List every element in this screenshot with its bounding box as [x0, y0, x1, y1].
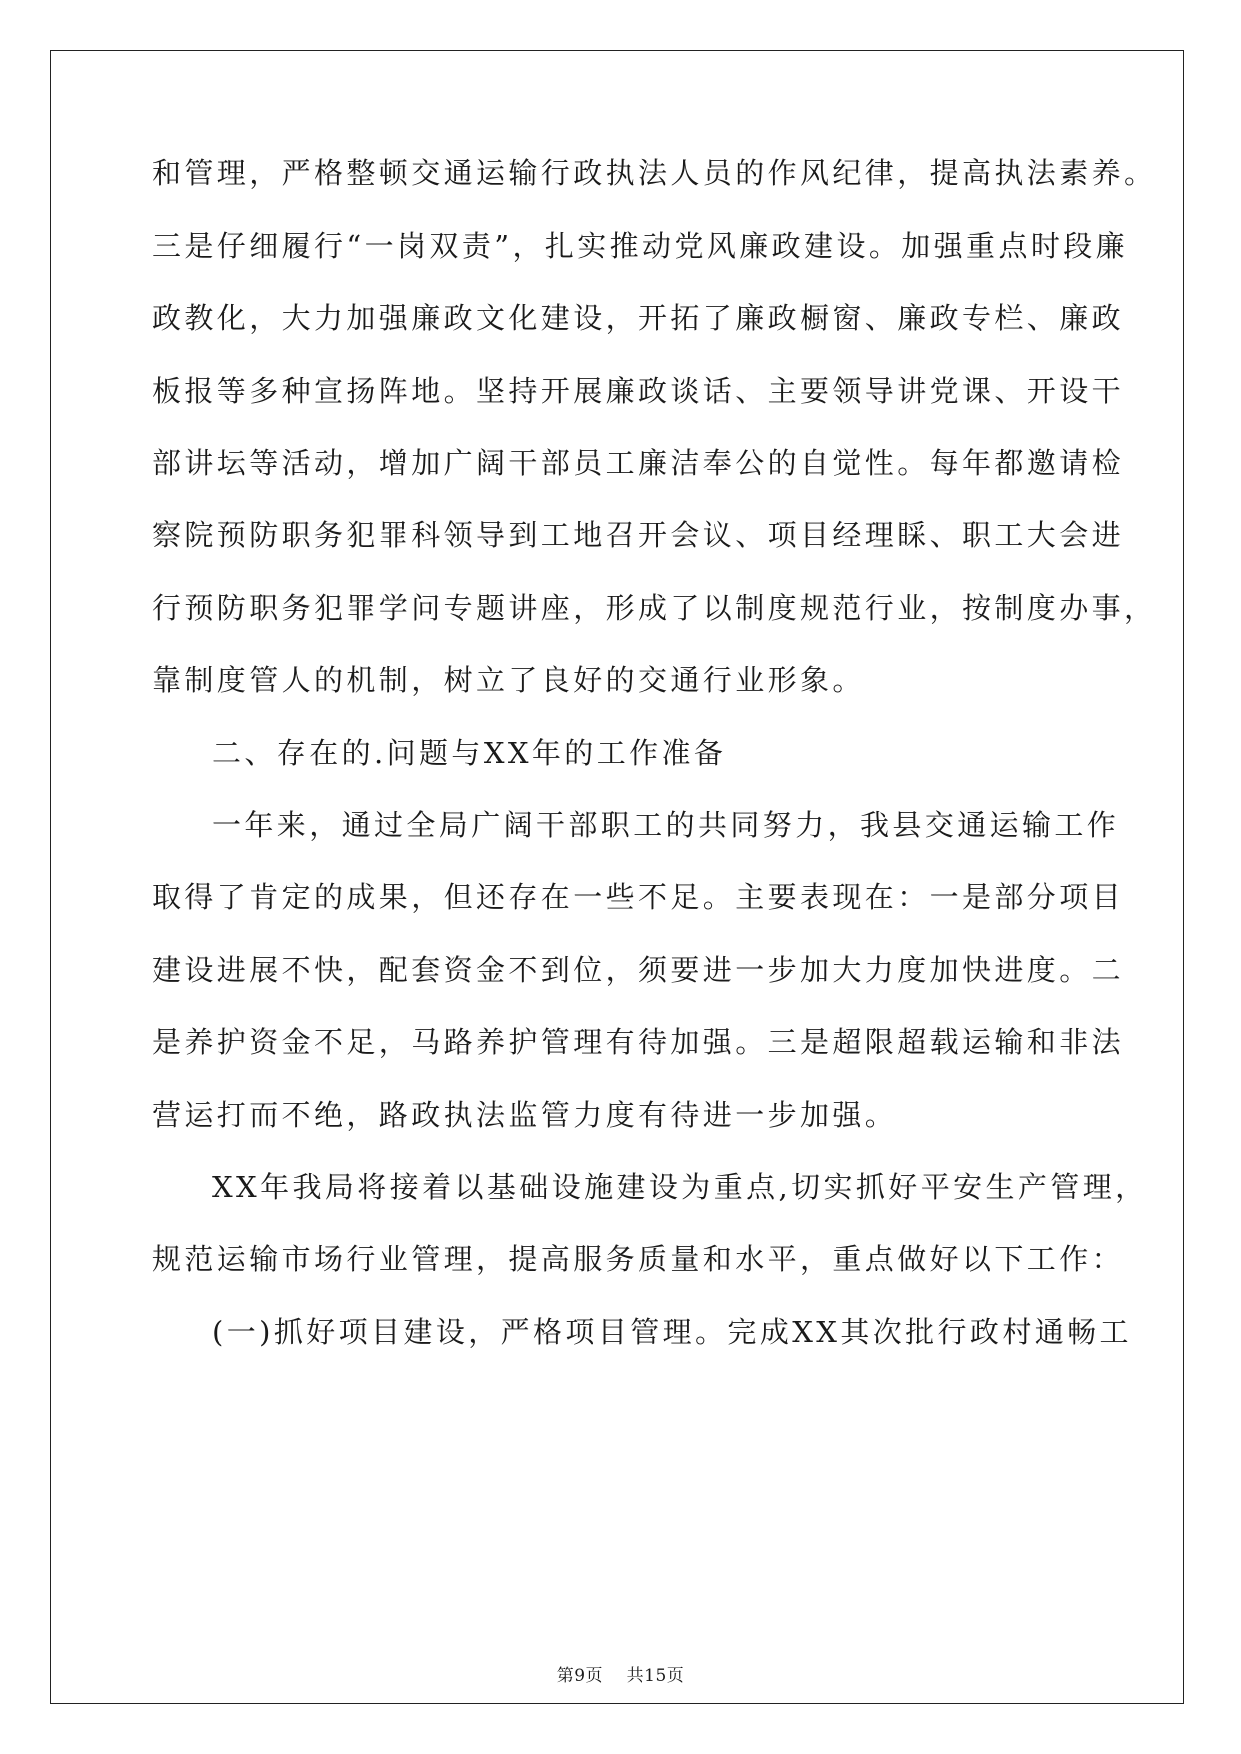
text-line: 行预防职务犯罪学问专题讲座，形成了以制度规范行业，按制度办事，: [152, 591, 1157, 625]
text-line: 一年来，通过全局广阔干部职工的共同努力，我县交通运输工作: [212, 808, 1120, 842]
text-line: 是养护资金不足，马路养护管理有待加强。三是超限超载运输和非法: [152, 1025, 1125, 1059]
text-line: 部讲坛等活动，增加广阔干部员工廉洁奉公的自觉性。每年都邀请检: [152, 446, 1125, 480]
text-line: XX年我局将接着以基础设施建设为重点,切实抓好平安生产管理，: [212, 1170, 1148, 1204]
page-number-footer: 第9页 共15页: [556, 1666, 685, 1686]
text-line: 建设进展不快，配套资金不到位，须要进一步加大力度加快进度。二: [152, 953, 1125, 987]
text-line: 政教化，大力加强廉政文化建设，开拓了廉政橱窗、廉政专栏、廉政: [152, 301, 1125, 335]
text-line: 三是仔细履行“一岗双责”，扎实推动党风廉政建设。加强重点时段廉: [152, 229, 1129, 263]
text-line: 板报等多种宣扬阵地。坚持开展廉政谈话、主要领导讲党课、开设干: [152, 374, 1125, 408]
text-line: 营运打而不绝，路政执法监管力度有待进一步加强。: [152, 1098, 898, 1132]
text-line: 靠制度管人的机制，树立了良好的交通行业形象。: [152, 663, 865, 697]
text-line: 规范运输市场行业管理，提高服务质量和水平，重点做好以下工作：: [152, 1242, 1125, 1276]
section-heading: 二、存在的.问题与XX年的工作准备: [212, 736, 727, 770]
text-line: 察院预防职务犯罪科领导到工地召开会议、项目经理睬、职工大会进: [152, 518, 1125, 552]
text-line: 和管理，严格整顿交通运输行政执法人员的作风纪律，提高执法素养。: [152, 156, 1157, 190]
text-line: 取得了肯定的成果，但还存在一些不足。主要表现在：一是部分项目: [152, 880, 1125, 914]
text-line: (一)抓好项目建设，严格项目管理。完成XX其次批行政村通畅工: [212, 1315, 1132, 1349]
